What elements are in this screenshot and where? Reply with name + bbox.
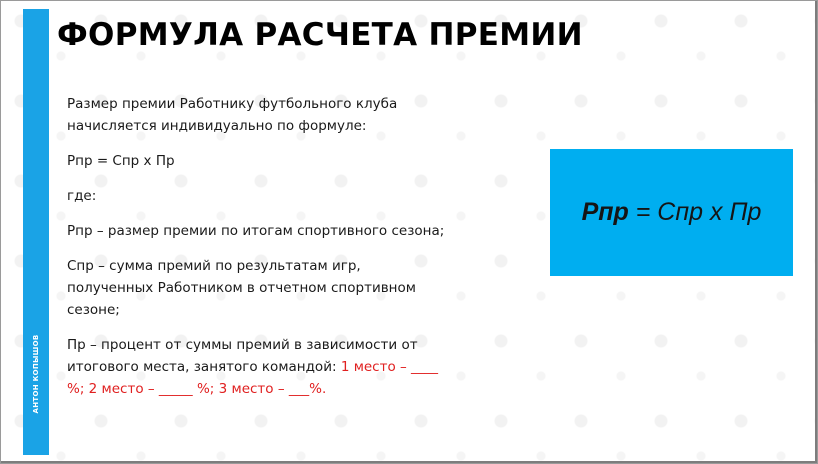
formula-rhs: = Спр х Пр (628, 198, 762, 226)
rpr-definition: Рпр – размер премии по итогам спортивного сезона; (67, 223, 445, 239)
body-text (67, 93, 487, 413)
spr-definition (67, 255, 487, 321)
pr-place-2-3-blanks: %; 2 место – _____ %; 3 место – ___%. (67, 381, 327, 397)
pr-place-1-blank: 1 место – ____ (340, 359, 439, 375)
author-label-container (23, 319, 49, 429)
author-label: АНТОН КОПЫШОВ (32, 334, 40, 414)
intro-line-1: Размер премии Работнику футбольного клуба (67, 96, 398, 112)
formula-paragraph: Рпр = Спр х Пр (67, 153, 175, 169)
spr-line-1: Спр – сумма премий по результатам игр, (67, 258, 361, 274)
spr-line-2: полученных Работником в отчетном спортивном (67, 280, 416, 296)
formula-lhs: Рпр (581, 198, 629, 226)
pr-line-2: итогового места, занятого командой: (67, 359, 341, 375)
pr-line-1: Пр – процент от суммы премий в зависимости от (67, 337, 418, 353)
slide-title: ФОРМУЛА РАСЧЕТА ПРЕМИИ (57, 17, 583, 53)
accent-sidebar (23, 9, 49, 455)
intro-line-2: начисляется индивидуально по формуле: (67, 118, 367, 134)
formula-box (550, 149, 793, 276)
intro-paragraph (67, 93, 487, 137)
spr-line-3: сезоне; (67, 302, 120, 318)
pr-definition (67, 334, 487, 400)
where-paragraph: где: (67, 188, 97, 204)
